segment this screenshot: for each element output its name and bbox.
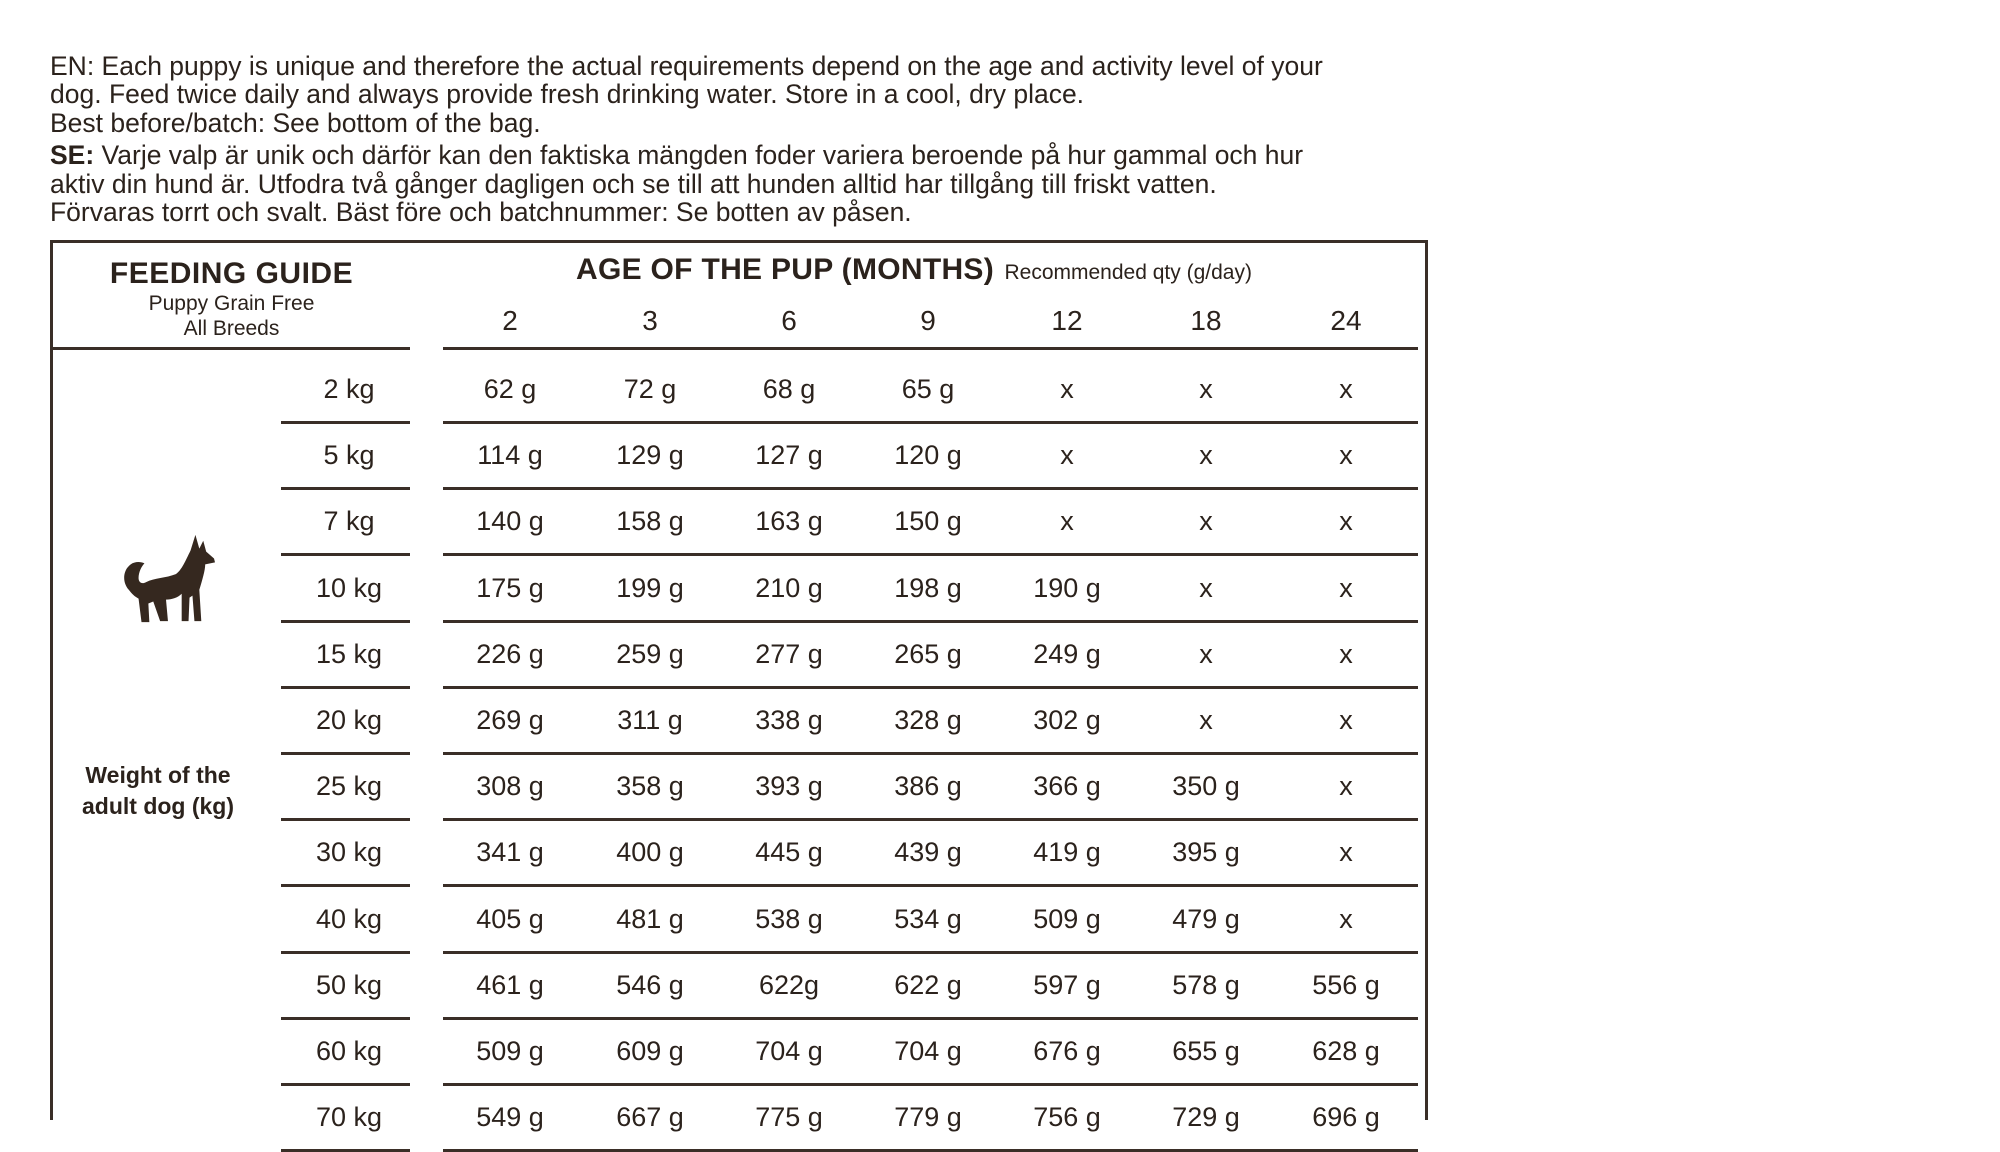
qty-cell: 338 g — [755, 705, 823, 735]
row-divider-values — [443, 884, 1418, 887]
weight-cell: 5 kg — [323, 440, 375, 471]
qty-cell: 775 g — [755, 1102, 823, 1133]
row-divider-weight — [281, 951, 410, 954]
age-header — [576, 253, 1252, 287]
qty-cell: 127 g — [755, 440, 823, 471]
qty-cell: 419 g — [1033, 837, 1101, 868]
qty-cell: 198 g — [894, 572, 962, 603]
dog-silhouette-icon — [116, 531, 216, 629]
weight-cell: 2 kg — [323, 374, 375, 404]
qty-cell: 65 g — [901, 374, 955, 404]
row-divider-values — [443, 951, 1418, 954]
row-divider-values — [443, 818, 1418, 821]
qty-cell: x — [1339, 837, 1353, 868]
row-divider-weight — [281, 884, 410, 887]
qty-cell: 756 g — [1033, 1102, 1101, 1133]
qty-cell: 328 g — [894, 705, 962, 735]
qty-cell: 190 g — [1033, 572, 1101, 603]
weight-axis-label — [58, 760, 258, 822]
row-divider-weight — [281, 620, 410, 623]
qty-cell: 158 g — [616, 506, 684, 537]
se-line-3: Förvaras torrt och svalt. Bäst före och batchnummer: Se botten av påsen. — [50, 197, 912, 228]
qty-cell: 696 g — [1312, 1102, 1380, 1133]
qty-cell: 628 g — [1312, 1036, 1380, 1066]
qty-cell: 277 g — [755, 638, 823, 669]
age-column-header: 2 — [502, 305, 518, 336]
row-divider-weight — [281, 818, 410, 821]
weight-label-line-1: Weight of the — [85, 762, 231, 788]
qty-cell: x — [1339, 440, 1353, 471]
qty-cell: 538 g — [755, 903, 823, 934]
qty-cell: 704 g — [755, 1036, 823, 1066]
row-divider-weight — [281, 1017, 410, 1020]
qty-cell: 395 g — [1172, 837, 1240, 868]
qty-cell: 265 g — [894, 638, 962, 669]
row-divider-weight — [281, 487, 410, 490]
qty-cell: 556 g — [1312, 969, 1380, 1000]
qty-cell: 308 g — [476, 771, 544, 802]
breed-size: All Breeds — [183, 317, 280, 340]
row-divider-weight — [281, 553, 410, 556]
weight-cell: 10 kg — [315, 572, 383, 603]
qty-cell: 622 g — [894, 969, 962, 1000]
qty-cell: x — [1339, 374, 1353, 404]
header-divider-right — [443, 347, 1418, 350]
row-divider-values — [443, 1017, 1418, 1020]
en-line-1: EN: Each puppy is unique and therefore the actual requirements depend on the age and activity level of your — [50, 51, 1323, 81]
age-column-header: 12 — [1051, 305, 1083, 336]
se-instructions — [50, 141, 1450, 226]
qty-cell: 249 g — [1033, 638, 1101, 669]
row-divider-values — [443, 1083, 1418, 1086]
se-line-2: aktiv din hund är. Utfodra två gånger dagligen och se till att hunden alltid har tillgång till friskt vatten. — [50, 168, 1217, 199]
qty-cell: 62 g — [483, 374, 537, 404]
header-divider-left — [53, 347, 410, 350]
en-line-2: dog. Feed twice daily and always provide fresh drinking water. Store in a cool, dry place. — [50, 79, 1085, 110]
qty-cell: 461 g — [476, 969, 544, 1000]
en-instructions — [50, 52, 1450, 137]
qty-cell: x — [1199, 440, 1213, 471]
qty-cell: 68 g — [762, 374, 816, 404]
weight-cell: 15 kg — [315, 638, 383, 669]
qty-cell: 311 g — [617, 705, 683, 735]
feeding-guide-table — [50, 240, 1428, 1133]
weight-cell: 7 kg — [323, 506, 375, 537]
qty-cell: 609 g — [616, 1036, 684, 1066]
qty-cell: x — [1060, 506, 1074, 537]
qty-cell: 259 g — [616, 638, 684, 669]
weight-cell: 50 kg — [315, 969, 383, 1000]
qty-cell: x — [1199, 638, 1213, 669]
qty-cell: 366 g — [1033, 771, 1101, 802]
se-line-1: Varje valp är unik och därför kan den faktiska mängden foder variera beroende på hur gammal och hur — [94, 140, 1304, 171]
row-divider-weight — [281, 752, 410, 755]
age-column-header: 18 — [1190, 305, 1222, 336]
qty-cell: 386 g — [894, 771, 962, 802]
qty-cell: 546 g — [616, 969, 684, 1000]
qty-cell: 729 g — [1172, 1102, 1240, 1133]
qty-cell: 129 g — [616, 440, 684, 471]
qty-cell: 509 g — [1033, 903, 1101, 934]
qty-cell: 445 g — [755, 837, 823, 868]
row-divider-values — [443, 487, 1418, 490]
age-column-header: 6 — [781, 305, 797, 336]
instructions-text — [50, 52, 1450, 226]
qty-cell: 393 g — [755, 771, 823, 802]
qty-cell: 667 g — [616, 1102, 684, 1133]
feeding-guide-header — [53, 243, 410, 341]
weight-cell: 60 kg — [315, 1036, 383, 1066]
qty-cell: x — [1199, 506, 1213, 537]
qty-cell: x — [1339, 705, 1353, 735]
qty-cell: 302 g — [1033, 705, 1101, 735]
qty-cell: 509 g — [476, 1036, 544, 1066]
qty-cell: 578 g — [1172, 969, 1240, 1000]
qty-cell: 549 g — [476, 1102, 544, 1133]
qty-cell: 405 g — [476, 903, 544, 934]
qty-cell: x — [1199, 374, 1213, 404]
row-divider-weight — [281, 1083, 410, 1086]
qty-cell: 597 g — [1033, 969, 1101, 1000]
qty-cell: 114 g — [477, 440, 543, 471]
weight-cell: 30 kg — [315, 837, 383, 868]
qty-cell: x — [1339, 572, 1353, 603]
weight-cell: 20 kg — [315, 705, 383, 735]
qty-cell: x — [1060, 374, 1074, 404]
qty-cell: 341 g — [476, 837, 544, 868]
qty-cell: x — [1339, 771, 1353, 802]
qty-cell: 676 g — [1033, 1036, 1101, 1066]
qty-cell: 439 g — [894, 837, 962, 868]
qty-cell: 150 g — [894, 506, 962, 537]
weight-cell: 70 kg — [315, 1102, 383, 1133]
qty-cell: 210 g — [755, 572, 823, 603]
qty-cell: 175 g — [476, 572, 544, 603]
row-divider-values — [443, 620, 1418, 623]
qty-cell: 481 g — [616, 903, 684, 934]
row-divider-weight — [281, 421, 410, 424]
qty-cell: x — [1199, 572, 1213, 603]
age-column-header: 3 — [642, 305, 658, 336]
qty-cell: 655 g — [1172, 1036, 1240, 1066]
row-divider-values — [443, 553, 1418, 556]
qty-cell: 400 g — [616, 837, 684, 868]
qty-cell: 622g — [758, 969, 820, 1000]
feeding-guide-title: FEEDING GUIDE — [109, 257, 354, 290]
qty-cell: 534 g — [894, 903, 962, 934]
qty-cell: 779 g — [894, 1102, 962, 1133]
age-header-title: AGE OF THE PUP (MONTHS) — [576, 253, 995, 286]
qty-cell: 140 g — [476, 506, 544, 537]
qty-cell: 479 g — [1172, 903, 1240, 934]
age-column-header: 24 — [1330, 305, 1362, 336]
qty-cell: 269 g — [476, 705, 544, 735]
row-divider-values — [443, 421, 1418, 424]
age-column-header: 9 — [920, 305, 936, 336]
qty-cell: 350 g — [1172, 771, 1240, 802]
qty-cell: 163 g — [755, 506, 823, 537]
se-prefix: SE: — [50, 140, 95, 171]
qty-cell: 72 g — [623, 374, 677, 404]
qty-cell: x — [1339, 638, 1353, 669]
row-divider-values — [443, 686, 1418, 689]
row-divider-values — [443, 752, 1418, 755]
qty-cell: 226 g — [476, 638, 544, 669]
qty-cell: 704 g — [894, 1036, 962, 1066]
qty-cell: x — [1060, 440, 1074, 471]
weight-label-line-2: adult dog (kg) — [81, 793, 235, 819]
row-divider-weight — [281, 686, 410, 689]
qty-cell: x — [1339, 903, 1353, 934]
recommended-qty-note: Recommended qty (g/day) — [1004, 261, 1252, 284]
qty-cell: 199 g — [616, 572, 684, 603]
weight-cell: 40 kg — [315, 903, 383, 934]
qty-cell: 358 g — [616, 771, 684, 802]
qty-cell: 120 g — [894, 440, 962, 471]
weight-cell: 25 kg — [315, 771, 383, 802]
qty-cell: x — [1199, 705, 1213, 735]
en-line-3: Best before/batch: See bottom of the bag. — [50, 107, 541, 138]
qty-cell: x — [1339, 506, 1353, 537]
product-name: Puppy Grain Free — [148, 292, 315, 315]
